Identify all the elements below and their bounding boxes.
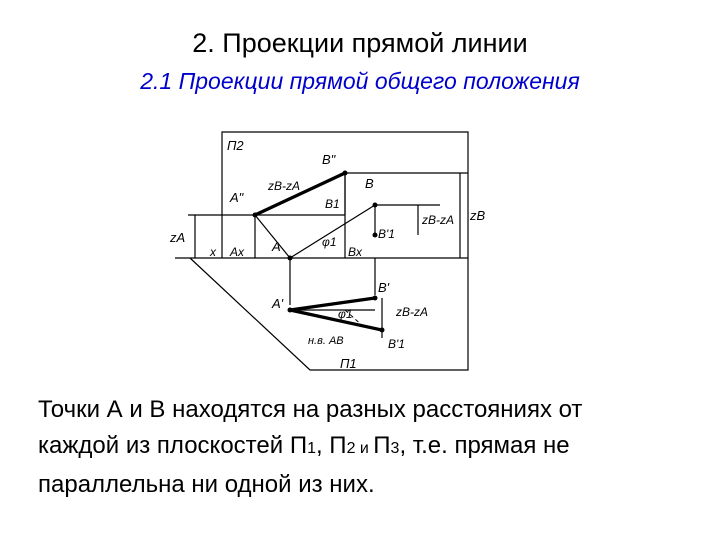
description-paragraph: [38, 392, 698, 503]
point-a: [288, 256, 293, 261]
label-zb: zB: [470, 208, 486, 223]
slide-subtitle: 2.1 Проекции прямой общего положения: [140, 68, 580, 94]
projection-diagram: [160, 120, 500, 385]
label-phi1: φ1: [322, 235, 337, 249]
paragraph-line-2c: , т.е. прямая не: [399, 432, 570, 459]
label-b: B: [365, 176, 374, 191]
label-b2: B": [322, 152, 336, 167]
label-true-length: н.в. AB: [308, 335, 344, 347]
label-zb-za-right: zB-zA: [422, 213, 455, 227]
point-a1: [288, 308, 293, 313]
subscript-3: 3: [390, 440, 400, 457]
separator-1: , П: [315, 432, 347, 459]
label-za: zA: [170, 230, 186, 245]
horizontal-projection-ab: [290, 298, 375, 310]
point-b1-bottom: [380, 328, 385, 333]
slide-title: 2. Проекции прямой линии: [192, 28, 528, 58]
point-b1: [373, 296, 378, 301]
horizontal-true-length: [290, 310, 382, 330]
point-b1-frontal: [373, 233, 378, 238]
point-b-frontal: [373, 203, 378, 208]
paragraph-line-2: [38, 428, 698, 467]
label-b1-mid: B'1: [378, 227, 395, 241]
label-b1: B': [378, 280, 390, 295]
conjunction-and: и: [355, 440, 374, 457]
label-zb-za-left: zB-zA: [268, 179, 301, 193]
label-a1: A': [272, 296, 284, 311]
point-b2: [343, 171, 348, 176]
label-bx: Bx: [348, 245, 363, 259]
label-a2: A": [230, 190, 244, 205]
subscript-2: 2: [346, 440, 356, 457]
label-pi1: П1: [340, 356, 357, 371]
point-a2: [253, 213, 258, 218]
paragraph-line-2a: каждой из плоскостей П: [38, 432, 308, 459]
frontal-true-length: [290, 205, 375, 258]
label-x-axis: x: [210, 245, 216, 259]
label-b1-top: B1: [325, 197, 340, 211]
label-zb-za-bottom: zB-zA: [396, 305, 429, 319]
paragraph-line-3: параллельна ни одной из них.: [38, 471, 375, 498]
label-b1-sub: B'1: [388, 337, 405, 351]
paragraph-line-2b: П: [373, 432, 391, 459]
label-phi2: φ1: [338, 307, 353, 321]
label-pi2: П2: [227, 138, 244, 153]
paragraph-line-1: Точки А и В находятся на разных расстояниях от: [38, 396, 583, 423]
label-a: A: [272, 239, 281, 254]
label-ax: Ax: [230, 245, 245, 259]
subscript-1: 1: [307, 440, 316, 457]
